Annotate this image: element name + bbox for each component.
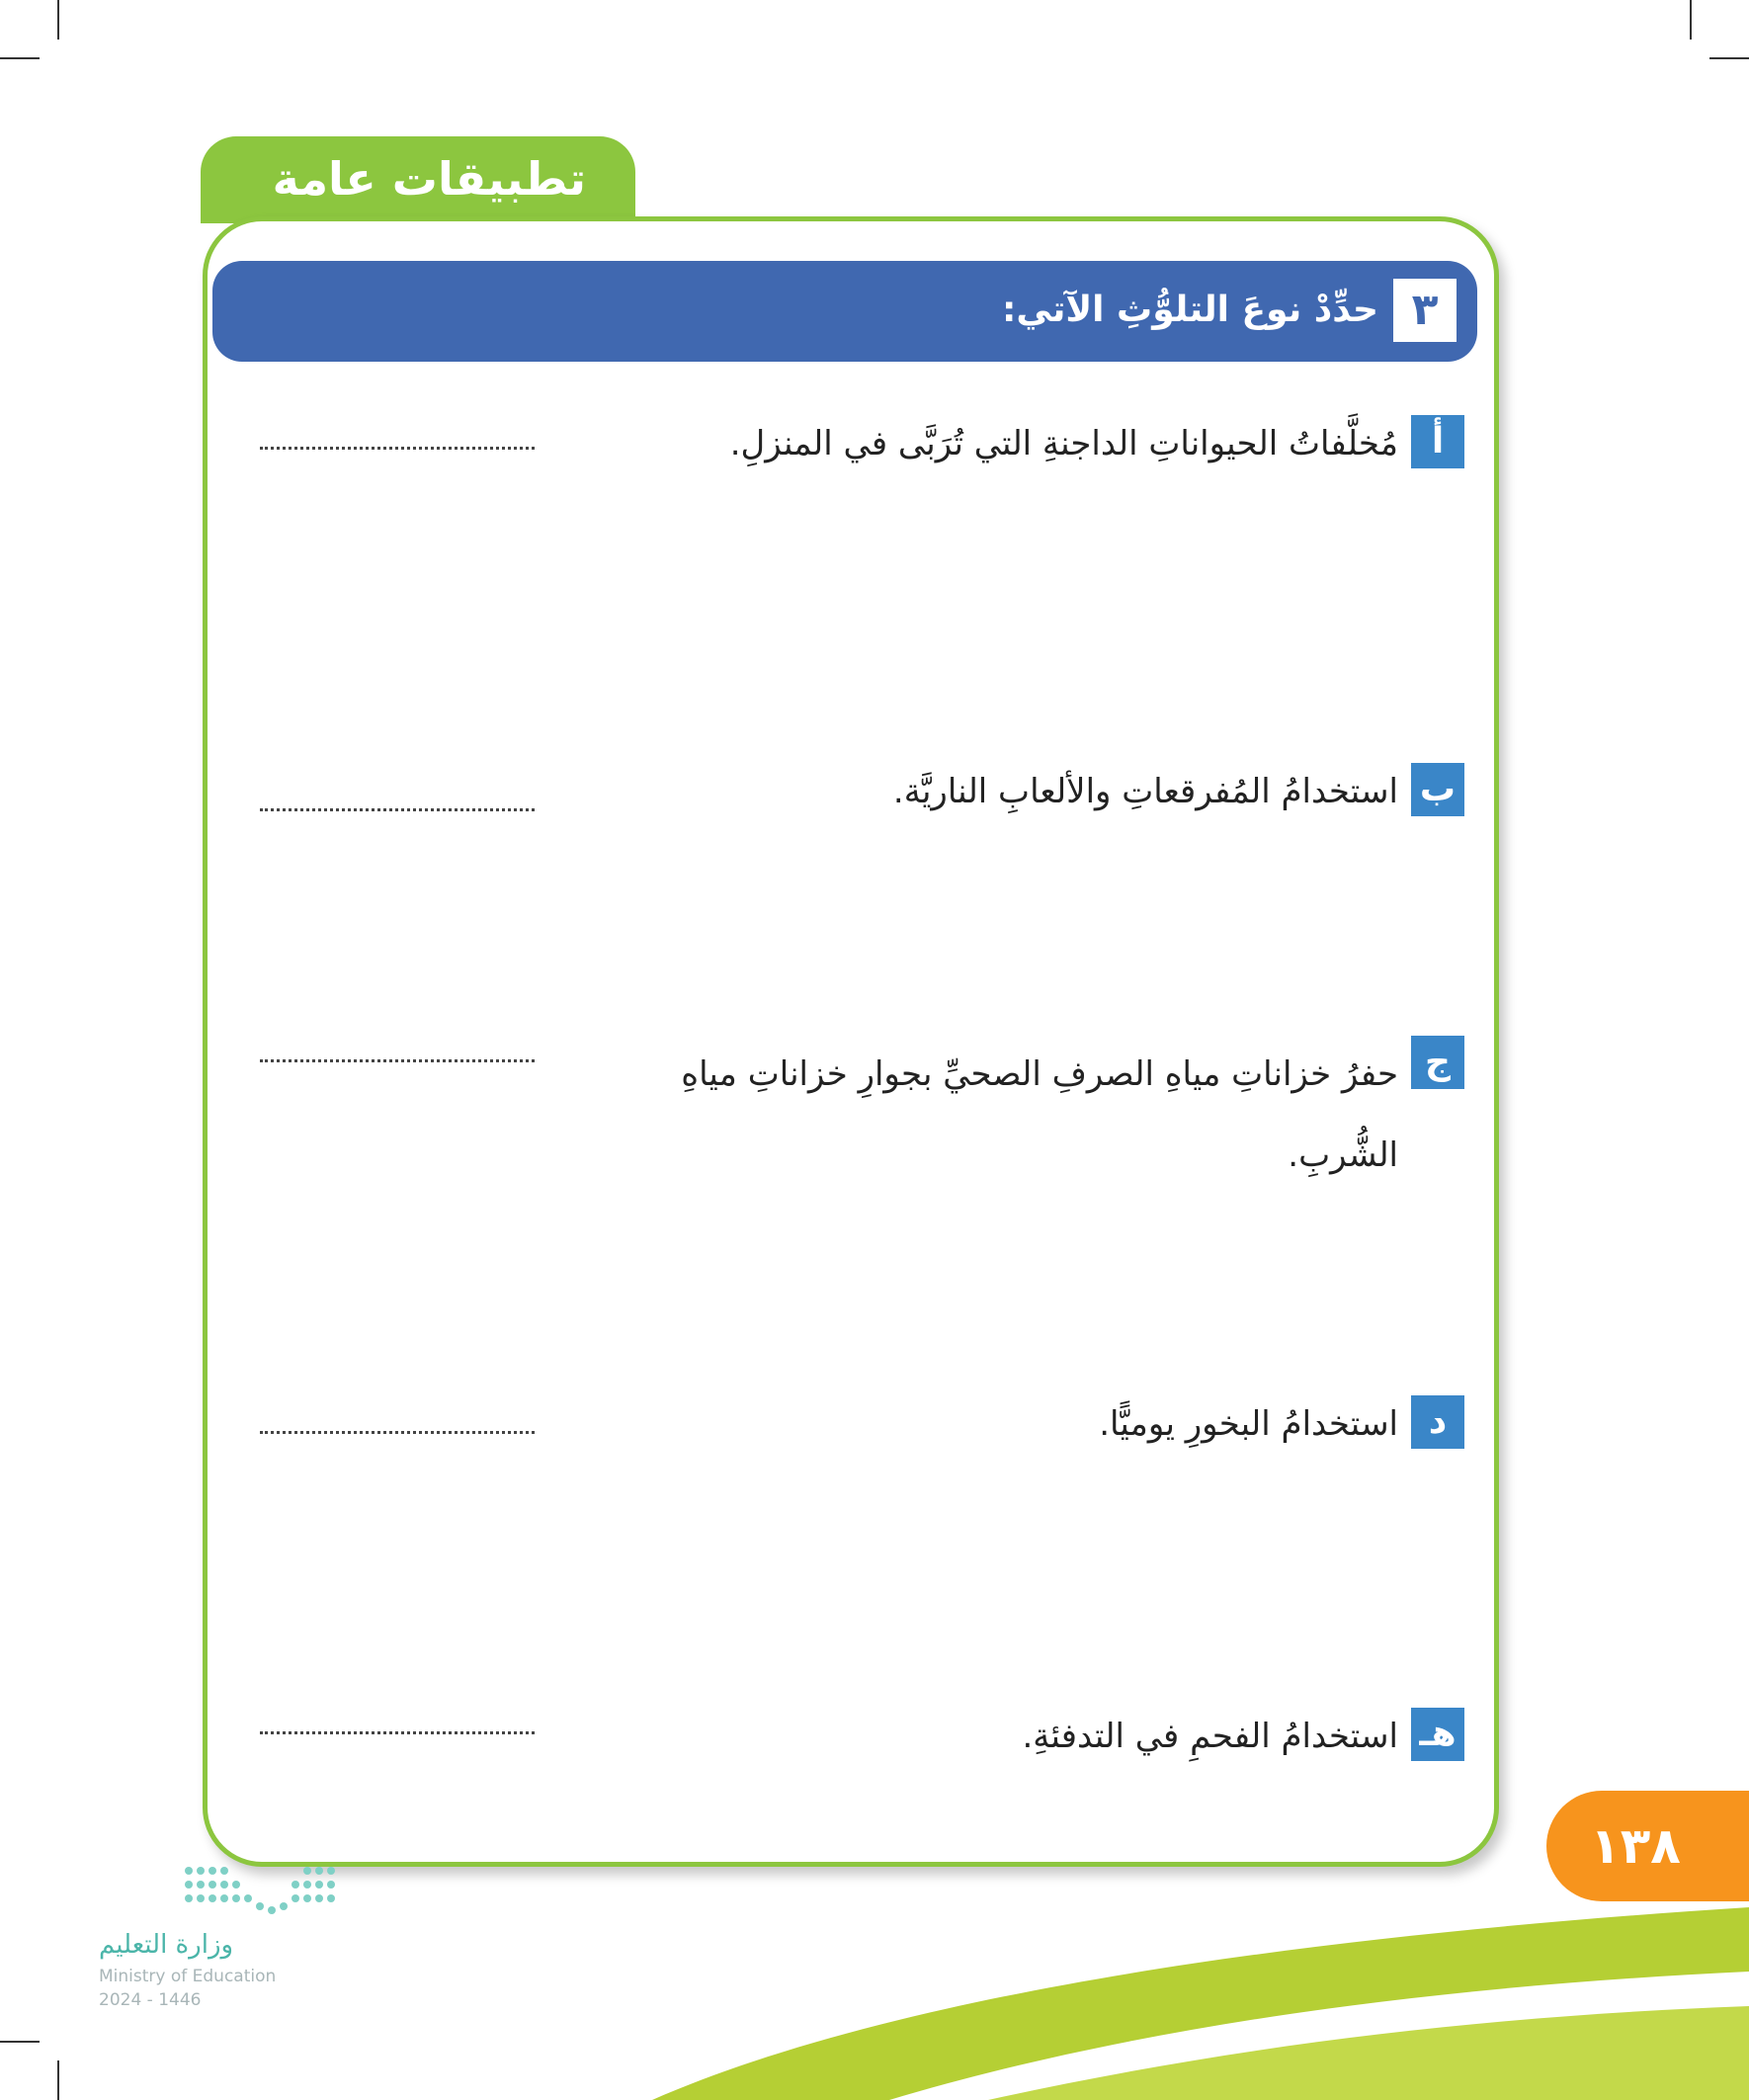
item-text: حفرُ خزاناتِ مياهِ الصرفِ الصحيِّ بجوارِ خزاناتِ مياهِ الشُّربِ.: [681, 1054, 1398, 1175]
crop-mark: [1709, 57, 1749, 59]
answer-line[interactable]: [260, 1431, 535, 1434]
item-text: استخدامُ المُفرقعاتِ والألعابِ الناريَّة.: [892, 772, 1398, 811]
question-prompt: حدِّدْ نوعَ التلوُّثِ الآتي:: [1002, 290, 1378, 330]
item-text: استخدامُ الفحمِ في التدفئةِ.: [1022, 1717, 1398, 1756]
answer-line[interactable]: [260, 1731, 535, 1734]
question-number: ٣: [1393, 279, 1457, 342]
item-text: استخدامُ البخورِ يوميًّا.: [1099, 1404, 1398, 1444]
crop-mark: [0, 57, 40, 59]
item-text: مُخلَّفاتُ الحيواناتِ الداجنةِ التي تُرَبَّى في المنزلِ.: [729, 424, 1398, 463]
answer-line[interactable]: [260, 447, 535, 450]
crop-mark: [57, 0, 59, 40]
item-letter-badge: هـ: [1411, 1708, 1464, 1761]
item-letter-badge: ب: [1411, 763, 1464, 816]
crop-mark: [1690, 0, 1692, 40]
item-letter-badge: د: [1411, 1395, 1464, 1449]
section-title: تطبيقات عامة: [272, 152, 586, 206]
page-number: ١٣٨: [1590, 1817, 1681, 1875]
item-letter-badge: أ: [1411, 415, 1464, 468]
ministry-name-arabic: وزارة التعليم: [99, 1930, 234, 1960]
decorative-swoosh: [0, 1878, 1749, 2100]
answer-line[interactable]: [260, 1059, 535, 1062]
ministry-name-english: Ministry of Education: [99, 1967, 277, 1986]
answer-line[interactable]: [260, 808, 535, 811]
edition-year: 2024 - 1446: [99, 1990, 202, 2010]
item-letter-badge: ج: [1411, 1036, 1464, 1089]
